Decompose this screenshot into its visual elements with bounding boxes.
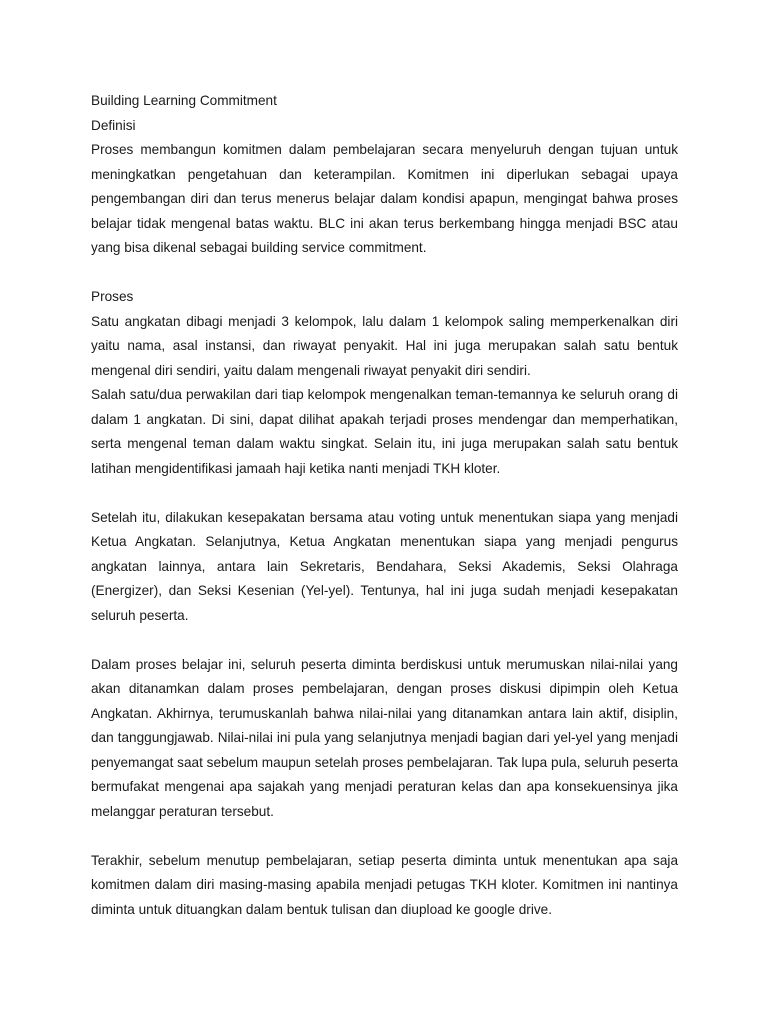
document-title: Building Learning Commitment bbox=[91, 93, 277, 108]
paragraph-proses-1: Satu angkatan dibagi menjadi 3 kelompok, lalu dalam 1 kelompok saling memperkenalkan diri yaitu nama, asal instansi, dan riwayat penyakit. Hal ini juga merupakan salah satu bentuk mengenal diri sendiri, yaitu dalam mengenali riwayat penyakit diri sendiri. bbox=[91, 313, 678, 378]
paragraph-gap bbox=[91, 628, 678, 653]
section-heading-proses: Proses bbox=[91, 289, 134, 304]
paragraph-gap bbox=[91, 261, 678, 286]
section-heading-definisi: Definisi bbox=[91, 117, 136, 133]
document-body bbox=[91, 89, 678, 922]
paragraph-proses-3: Setelah itu, dilakukan kesepakatan bersama atau voting untuk menentukan siapa yang menjadi Ketua Angkatan. Selanjutnya, Ketua Angkatan menentukan siapa yang menjadi pengurus angkatan lainnya, antara lain Sekretaris, Bendahara, Seksi Akademis, Seksi Olahraga (Energizer), dan Seksi Kesenian (Yel-yel). Tentunya, hal ini juga sudah menjadi kesepakatan seluruh peserta. bbox=[91, 509, 678, 623]
paragraph-gap bbox=[91, 824, 678, 849]
paragraph-proses-5: Terakhir, sebelum menutup pembelajaran, setiap peserta diminta untuk menentukan apa saja komitmen dalam diri masing-masing apabila menjadi petugas TKH kloter. Komitmen ini nantinya diminta untuk dituangkan dalam bentuk tulisan dan diupload ke google drive. bbox=[91, 852, 678, 917]
paragraph-definisi: Proses membangun komitmen dalam pembelajaran secara menyeluruh dengan tujuan untuk meningkatkan pengetahuan dan keterampilan. Komitmen ini diperlukan sebagai upaya pengembangan diri dan terus menerus belajar dalam kondisi apapun, mengingat bahwa proses belajar tidak mengenal batas waktu. BLC ini akan terus berkembang hingga menjadi BSC atau yang bisa dikenal sebagai building service commitment. bbox=[91, 142, 678, 255]
paragraph-proses-2: Salah satu/dua perwakilan dari tiap kelompok mengenalkan teman-temannya ke seluruh orang di dalam 1 angkatan. Di sini, dapat dilihat apakah terjadi proses mendengar dan memperhatikan, serta mengenal teman dalam waktu singkat. Selain itu, ini juga merupakan salah satu bentuk latihan mengidentifikasi jamaah haji ketika nanti menjadi TKH kloter. bbox=[91, 387, 678, 476]
paragraph-gap bbox=[91, 481, 678, 506]
paragraph-proses-4: Dalam proses belajar ini, seluruh peserta diminta berdiskusi untuk merumuskan nilai-nilai yang akan ditanamkan dalam proses pembelajaran, dengan proses diskusi dipimpin oleh Ketua Angkatan. Akhirnya, terumuskanlah bahwa nilai-nilai yang ditanamkan antara lain aktif, disiplin, dan tanggungjawab. Nilai-nilai ini pula yang selanjutnya menjadi bagian dari yel-yel yang menjadi penyemangat saat sebelum maupun setelah proses pembelajaran. Tak lupa pula, seluruh peserta bermufakat mengenai apa sajakah yang menjadi peraturan kelas dan apa konsekuensinya jika melanggar peraturan tersebut. bbox=[91, 656, 678, 819]
